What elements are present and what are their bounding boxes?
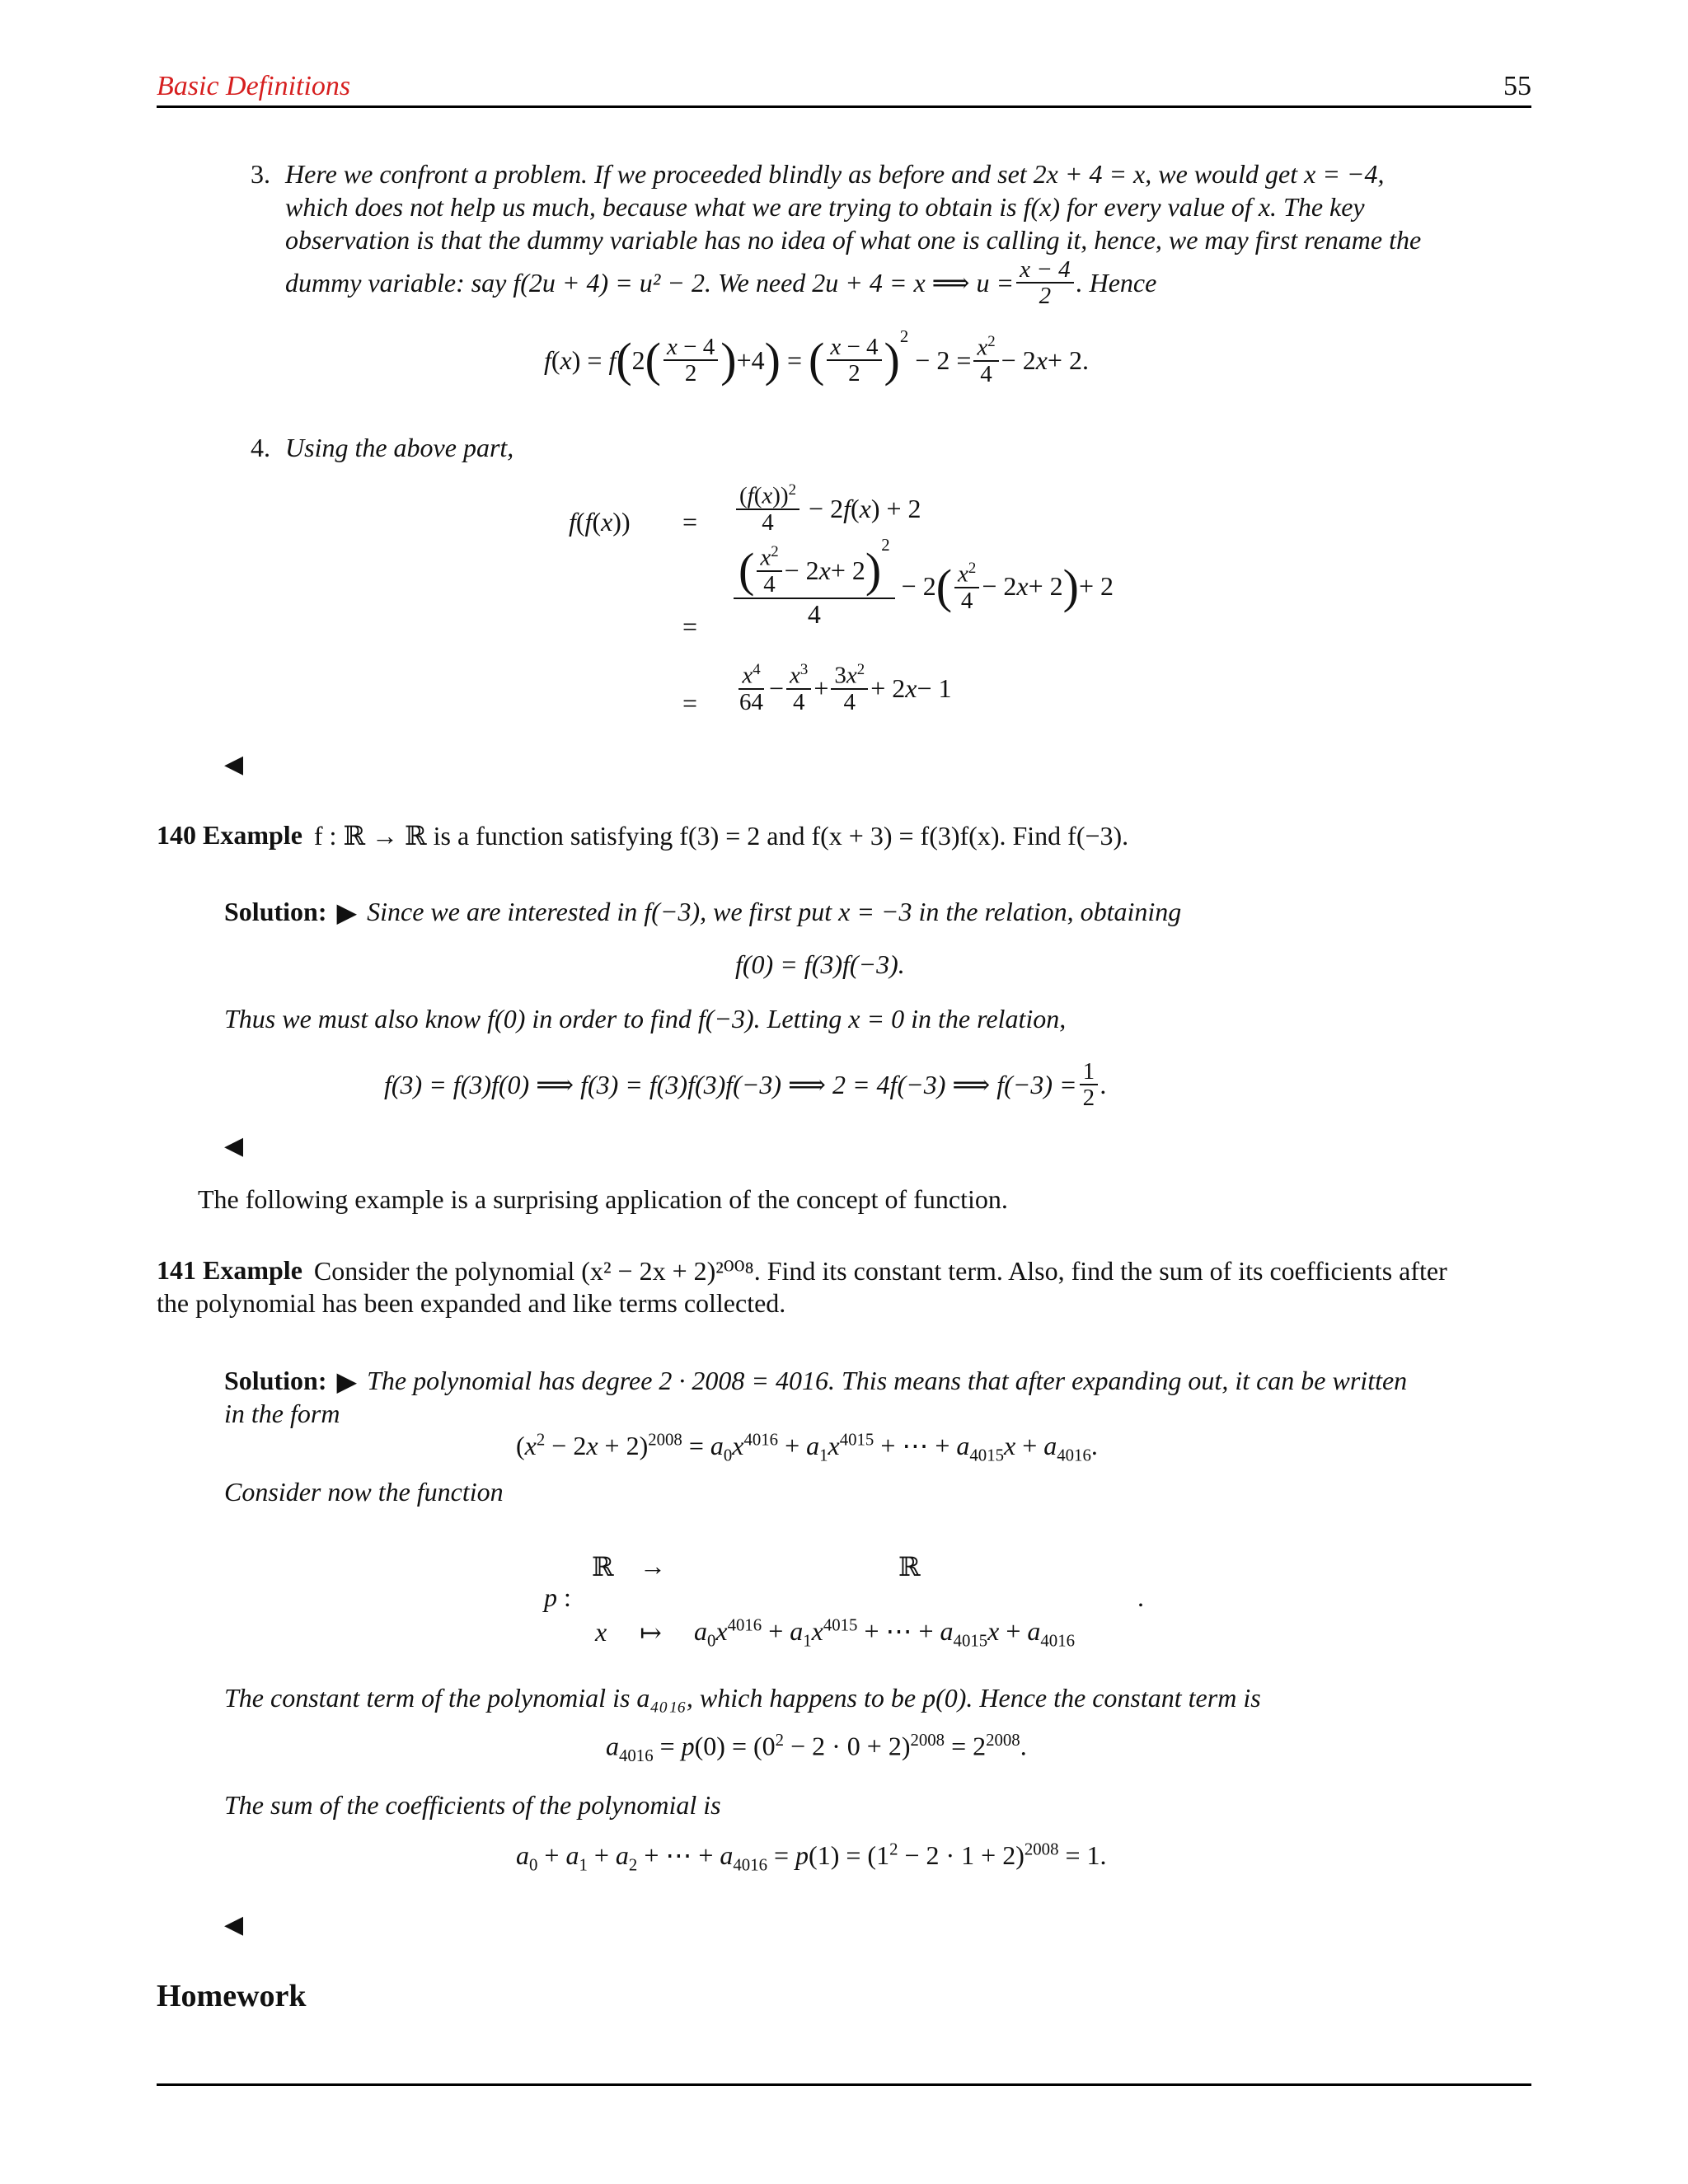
fraction-denominator: 2 (1039, 283, 1052, 310)
example141-statement-b: the polynomial has been expanded and like terms collected. (157, 1288, 786, 1318)
period: . (1137, 1582, 1144, 1612)
homework-heading: Homework (157, 1979, 307, 2013)
solution-triangle-icon: ▶ (336, 898, 358, 927)
ffx-eq3: = (682, 688, 698, 718)
fx-equation: f ( x ) = f ( 2 ( $\frac{x - 4}{2}$ ) +4 ) = ( $\frac{x - 4}{2}$ ) $^2$ − 2 = $\frac{x^2}{4}$ − 2 x + 2. (544, 327, 1089, 388)
constant-term-text: The constant term of the polynomial is a₄₀₁₆, which happens to be p(0). Hence the constant term is (224, 1683, 1261, 1713)
solution-label: Solution: (224, 897, 327, 926)
example140-eq1: f(0) = f(3)f(−3). (735, 949, 905, 979)
fraction-numerator: x − 4 (1016, 257, 1073, 284)
example141-label: 141 Example (157, 1255, 302, 1285)
item3-line2: which does not help us much, because what we are trying to obtain is f(x) for every value of x. The key (285, 192, 1365, 222)
item3-line4-text: dummy variable: say f(2u + 4) = u² − 2. We need 2u + 4 = x ⟹ u = (285, 268, 1015, 298)
end-of-solution-icon: ◀ (224, 1911, 244, 1938)
ffx-rhs2: ( $\frac{x^2}{4}$ − 2 x + 2 ) $^2$ 4 − 2 ( $\frac{x^2}{4}$ − 2 x + 2 ) + 2 (734, 544, 1114, 630)
example140-statement: f : ℝ → ℝ is a function satisfying f(3) = 2 and f(x + 3) = f(3)f(x). Find f(−3). (313, 821, 1129, 851)
header-rule (157, 105, 1531, 108)
constant-term-eq: $a_{4016} = p(0) = (0^2 - 2 \cdot 0 + 2)^{2008} = 2^{2008}$. (606, 1731, 1027, 1766)
item3-line3: observation is that the dummy variable has no idea of what one is calling it, hence, we may first rename the (285, 225, 1422, 255)
consider-text: Consider now the function (224, 1477, 504, 1507)
example140-label: 140 Example (157, 820, 302, 850)
transition-paragraph: The following example is a surprising application of the concept of function. (198, 1184, 1008, 1214)
ffx-rhs3: $\frac{x^4}{64}$ − $\frac{x^3}{4}$ + $\frac{3x^2}{4}$ + 2 x − 1 (739, 661, 952, 716)
item3-line4-fraction (1016, 257, 1073, 309)
ffx-lhs: f(f(x)) (569, 507, 631, 537)
mapsto-arrow: ↦ (640, 1618, 662, 1647)
item3-line4-tail: . Hence (1076, 267, 1157, 298)
item3-line1: Here we confront a problem. If we proceeded blindly as before and set 2x + 4 = x, we would get x = −4, (285, 159, 1385, 189)
solution-text: Since we are interested in f(−3), we first put x = −3 in the relation, obtaining (367, 897, 1182, 926)
example141 (157, 1255, 1447, 1286)
ffx-eq1: = (682, 507, 698, 537)
item3-line4 (285, 257, 1156, 309)
polynomial-expansion: $(x^2 - 2x + 2)^{2008} = a_0x^{4016} + a_1x^{4015}$ + ⋯ + $a_{4015}x + a_{4016}$. (516, 1430, 1098, 1465)
page-number: 55 (1503, 71, 1531, 101)
example140 (157, 820, 1128, 851)
solution-text: The polynomial has degree 2 · 2008 = 4016. This means that after expanding out, it can be written (367, 1366, 1408, 1395)
maps-arrow: → (640, 1551, 666, 1581)
running-header-title: Basic Definitions (157, 71, 351, 101)
sum-eq: $a_0 + a_1 + a_2$ + ⋯ + $a_{4016} = p(1) = (1^2 - 2 \cdot 1 + 2)^{2008} = 1$. (516, 1840, 1107, 1875)
function-p-rule: $a_0x^{4016} + a_1x^{4015}$ + ⋯ + $a_{4015}x + a_{4016}$ (694, 1615, 1075, 1651)
example140-solution (224, 897, 1181, 928)
item4-text: Using the above part, (285, 433, 514, 462)
example141-statement-a: Consider the polynomial (x² − 2x + 2)²⁰⁰⁸. Find its constant term. Also, find the sum of its coefficients after (313, 1256, 1447, 1286)
example141-solution (224, 1366, 1407, 1397)
codomain-R: ℝ (898, 1552, 921, 1582)
var-x: x (595, 1617, 607, 1647)
end-of-solution-icon: ◀ (224, 751, 244, 778)
item3-number: 3. (251, 159, 270, 189)
solution-label: Solution: (224, 1366, 327, 1395)
solution-triangle-icon: ▶ (336, 1366, 358, 1396)
item4-number: 4. (251, 433, 270, 462)
ffx-eq2: = (682, 612, 698, 641)
function-p-label: p : (544, 1582, 571, 1612)
example140-eq2-text: f(3) = f(3)f(0) ⟹ f(3) = f(3)f(3)f(−3) ⟹ 2 = 4f(−3) ⟹ f(−3) = (384, 1070, 1077, 1100)
solution-text-2: in the form (224, 1399, 340, 1428)
footer-rule (157, 2083, 1531, 2086)
sum-text: The sum of the coefficients of the polynomial is (224, 1790, 721, 1820)
example140-eq2: f(3) = f(3)f(0) ⟹ f(3) = f(3)f(3)f(−3) ⟹ 2 = 4f(−3) ⟹ f(−3) = $\frac{1}{2}$ . (384, 1058, 1108, 1112)
domain-R: ℝ (592, 1552, 614, 1582)
end-of-solution-icon: ◀ (224, 1132, 244, 1160)
ffx-rhs1: $\frac{(f(x))^2}{4}$ − 2 f ( x ) + 2 (734, 482, 921, 536)
example140-text2: Thus we must also know f(0) in order to find f(−3). Letting x = 0 in the relation, (224, 1004, 1067, 1033)
